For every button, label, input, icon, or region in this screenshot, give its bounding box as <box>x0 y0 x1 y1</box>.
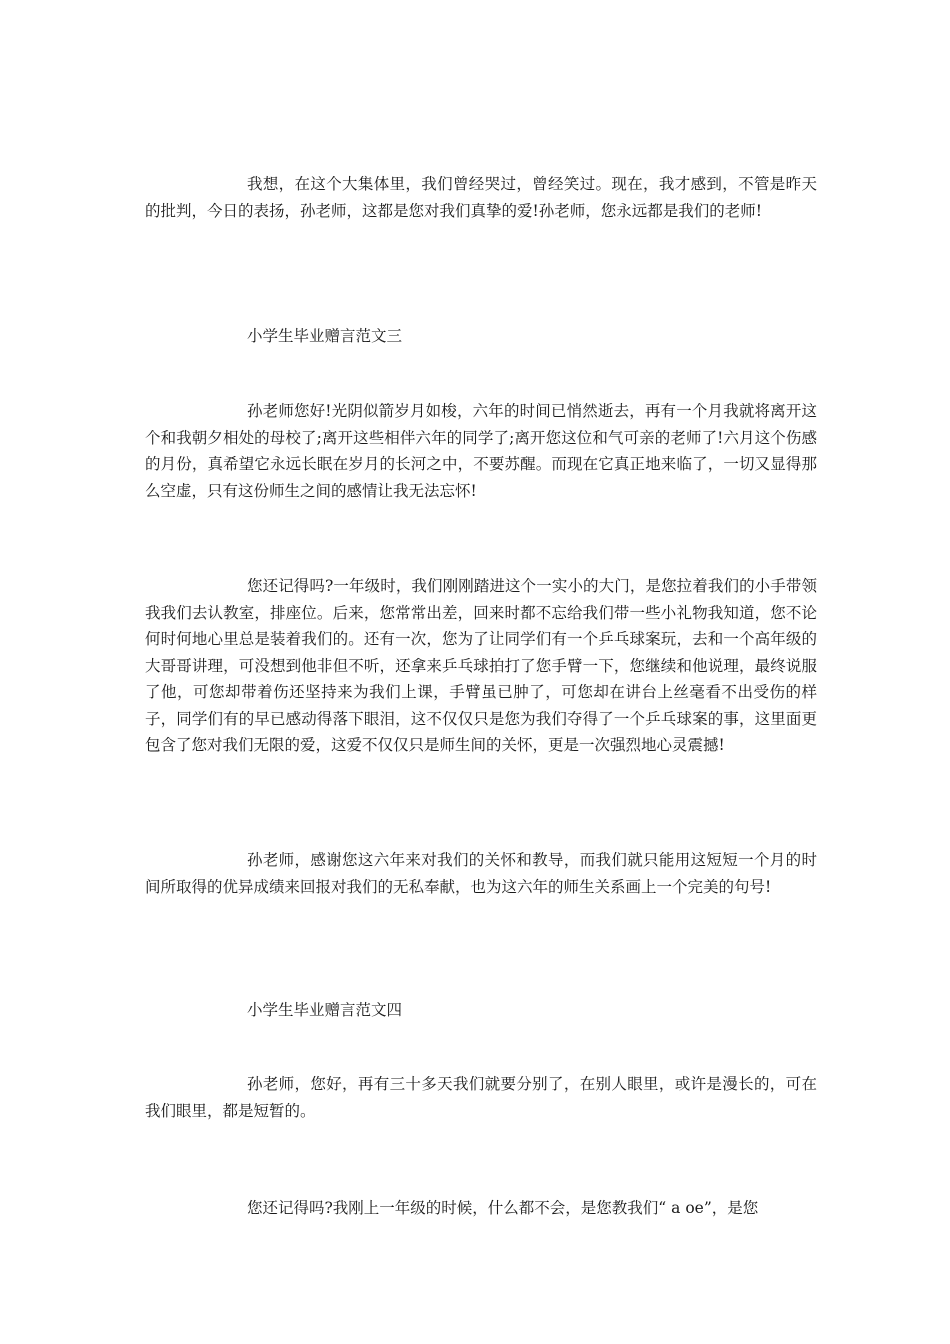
paragraph-2: 孙老师您好!光阴似箭岁月如梭，六年的时间已悄然逝去，再有一个月我就将离开这个和我朝夕相处的母校了;离开这些相伴六年的同学了;离开您这位和气可亲的老师了!六月这个伤感的月份，真希望它永远长眠在岁月的长河之中，不要苏醒。而现在它真正地来临了，一切又显得那么空虚，只有这份师生之间的感情让我无法忘怀! <box>145 402 817 500</box>
section-heading-3: 小学生毕业赠言范文三 <box>247 327 403 345</box>
paragraph-4: 孙老师，感谢您这六年来对我们的关怀和教导，而我们就只能用这短短一个月的时间所取得的优异成绩来回报对我们的无私奉献，也为这六年的师生关系画上一个完美的句号! <box>145 851 817 896</box>
paragraph-1: 我想，在这个大集体里，我们曾经哭过，曾经笑过。现在，我才感到，不管是昨天的批判，今日的表扬，孙老师，这都是您对我们真挚的爱!孙老师，您永远都是我们的老师! <box>145 175 817 220</box>
section-heading-4: 小学生毕业赠言范文四 <box>247 1001 403 1019</box>
paragraph-5: 孙老师，您好，再有三十多天我们就要分别了，在别人眼里，或许是漫长的，可在我们眼里，都是短暂的。 <box>145 1075 817 1120</box>
paragraph-3: 您还记得吗?一年级时，我们刚刚踏进这个一实小的大门，是您拉着我们的小手带领我我们去认教室，排座位。后来，您常常出差，回来时都不忘给我们带一些小礼物我知道，您不论何时何地心里总是装着我们的。还有一次，您为了让同学们有一个乒乓球案玩，去和一个高年级的大哥哥讲理，可没想到他非但不听，还拿来乒乓球拍打了您手臂一下，您继续和他说理，最终说服了他，可您却带着伤还坚持来为我们上课，手臂虽已肿了，可您却在讲台上丝毫看不出受伤的样子，同学们有的早已感动得落下眼泪，这不仅仅只是您为我们夺得了一个乒乓球案的事，这里面更包含了您对我们无限的爱，这爱不仅仅只是师生间的关怀，更是一次强烈地心灵震撼! <box>145 577 817 754</box>
paragraph-6: 您还记得吗?我刚上一年级的时候，什么都不会，是您教我们“ a oe”，是您 <box>247 1199 759 1217</box>
